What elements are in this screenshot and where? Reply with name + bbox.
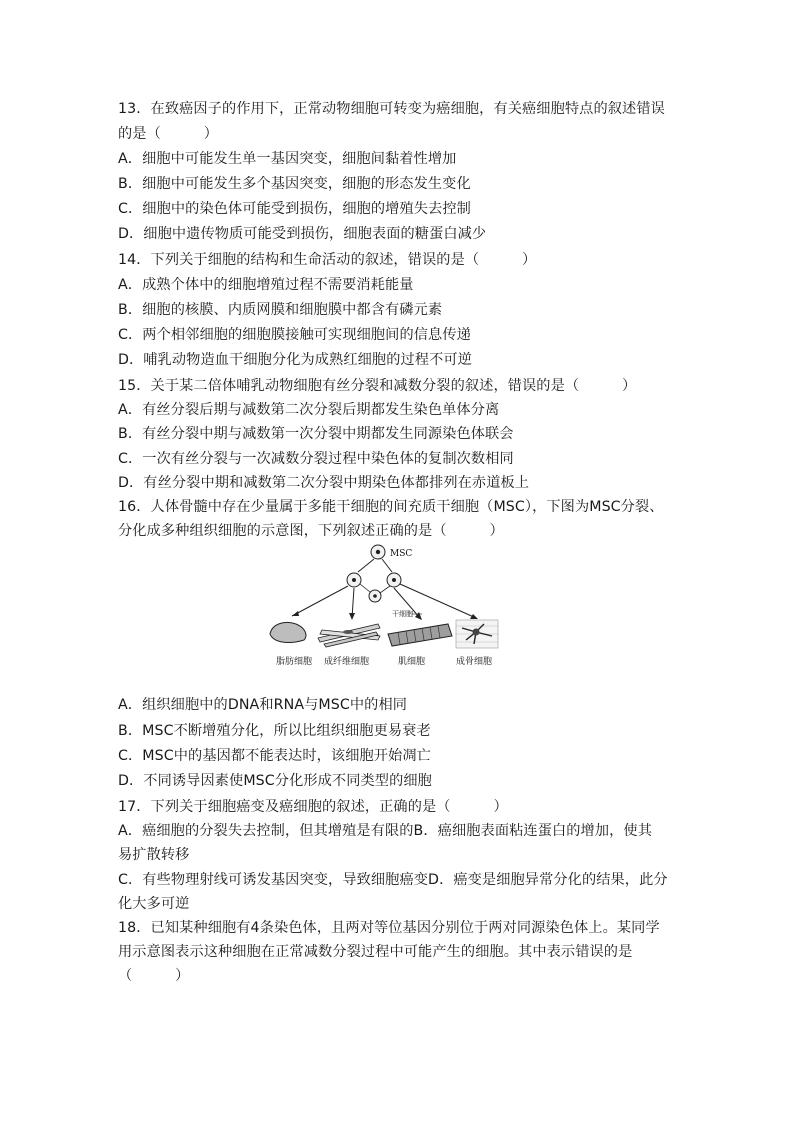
q17-option-cd-line-1: C．有些物理射线可诱发基因突变，导致细胞癌变D．癌变是细胞异常分化的结果，此分 (118, 872, 668, 888)
q16-option-b: B．MSC不断增殖分化，所以比组织细胞更易衰老 (118, 723, 431, 739)
cell-label-adipocyte: 脂肪细胞 (276, 657, 313, 667)
q17-option-ab-line-2: 易扩散转移 (118, 847, 190, 863)
q15-option-d: D．有丝分裂中期和减数第二次分裂中期染色体都排列在赤道板上 (118, 475, 530, 491)
cell-label-muscle: 肌细胞 (398, 657, 426, 667)
daughter-cell-lower-icon (369, 590, 381, 602)
q17-stem: 17．下列关于细胞癌变及癌细胞的叙述，正确的是（ ） (118, 799, 508, 815)
q13-option-b: B．细胞中可能发生多个基因突变，细胞的形态发生变化 (118, 176, 471, 192)
q18-stem-line-3: （ ） (118, 968, 190, 984)
q18-stem-line-1: 18．已知某种细胞有4条染色体，且两对等位基因分别位于两对同源染色体上。某同学 (118, 920, 660, 936)
msc-label: MSC (390, 549, 413, 559)
daughter-cell-right-icon (387, 573, 401, 587)
q17-option-ab-line-1: A．癌细胞的分裂失去控制，但其增殖是有限的B．癌细胞表面粘连蛋白的增加，使其 (118, 823, 652, 839)
cell-label-osteoblast: 成骨细胞 (456, 657, 493, 667)
q14-option-a: A．成熟个体中的细胞增殖过程不需要消耗能量 (118, 277, 414, 293)
muscle-cell-icon (388, 624, 452, 646)
q18-stem-line-2: 用示意图表示这种细胞在正常减数分裂过程中可能产生的细胞。其中表示错误的是 (118, 944, 633, 960)
q16-option-c: C．MSC中的基因都不能表达时，该细胞开始凋亡 (118, 748, 431, 764)
cell-label-fibroblast: 成纤维细胞 (324, 657, 370, 667)
q13-option-d: D．细胞中遗传物质可能受到损伤，细胞表面的糖蛋白减少 (118, 226, 487, 242)
q16-option-a: A．组织细胞中的DNA和RNA与MSC中的相同 (118, 697, 408, 713)
q14-option-c: C．两个相邻细胞的细胞膜接触可实现细胞间的信息传递 (118, 327, 471, 343)
daughter-cell-left-icon (347, 573, 361, 587)
msc-differentiation-figure (262, 540, 502, 668)
q13-stem-line-2: 的是（ ） (118, 126, 219, 142)
q16-option-d: D．不同诱导因素使MSC分化形成不同类型的细胞 (118, 773, 432, 789)
q16-stem-line-2: 分化成多种组织细胞的示意图，下列叙述正确的是（ ） (118, 523, 504, 539)
fibroblast-icon (318, 624, 380, 647)
q13-option-a: A．细胞中可能发生单一基因突变，细胞间黏着性增加 (118, 151, 457, 167)
osteoblast-icon (456, 620, 498, 648)
q14-option-b: B．细胞的核膜、内质网膜和细胞膜中都含有磷元素 (118, 302, 443, 318)
q14-stem: 14．下列关于细胞的结构和生命活动的叙述，错误的是（ ） (118, 252, 537, 268)
adipocyte-icon (270, 622, 306, 642)
q15-stem: 15．关于某二倍体哺乳动物细胞有丝分裂和减数分裂的叙述，错误的是（ ） (118, 378, 637, 394)
q15-option-a: A．有丝分裂后期与减数第二次分裂后期都发生染色单体分离 (118, 402, 500, 418)
q15-option-b: B．有丝分裂中期与减数第一次分裂中期都发生同源染色体联会 (118, 426, 514, 442)
q15-option-c: C．一次有丝分裂与一次减数分裂过程中染色体的复制次数相同 (118, 451, 514, 467)
q16-stem-line-1: 16．人体骨髓中存在少量属于多能干细胞的间充质干细胞（MSC），下图为MSC分裂、 (118, 499, 664, 515)
q13-option-c: C．细胞中的染色体可能受到损伤，细胞的增殖失去控制 (118, 201, 471, 217)
side-label: 干细胞 (392, 610, 413, 618)
q14-option-d: D．哺乳动物造血干细胞分化为成熟红细胞的过程不可逆 (118, 352, 472, 368)
q17-option-cd-line-2: 化大多可逆 (118, 896, 190, 912)
q13-stem-line-1: 13．在致癌因子的作用下，正常动物细胞可转变为癌细胞，有关癌细胞特点的叙述错误 (118, 101, 665, 117)
msc-cell-icon (371, 545, 385, 559)
